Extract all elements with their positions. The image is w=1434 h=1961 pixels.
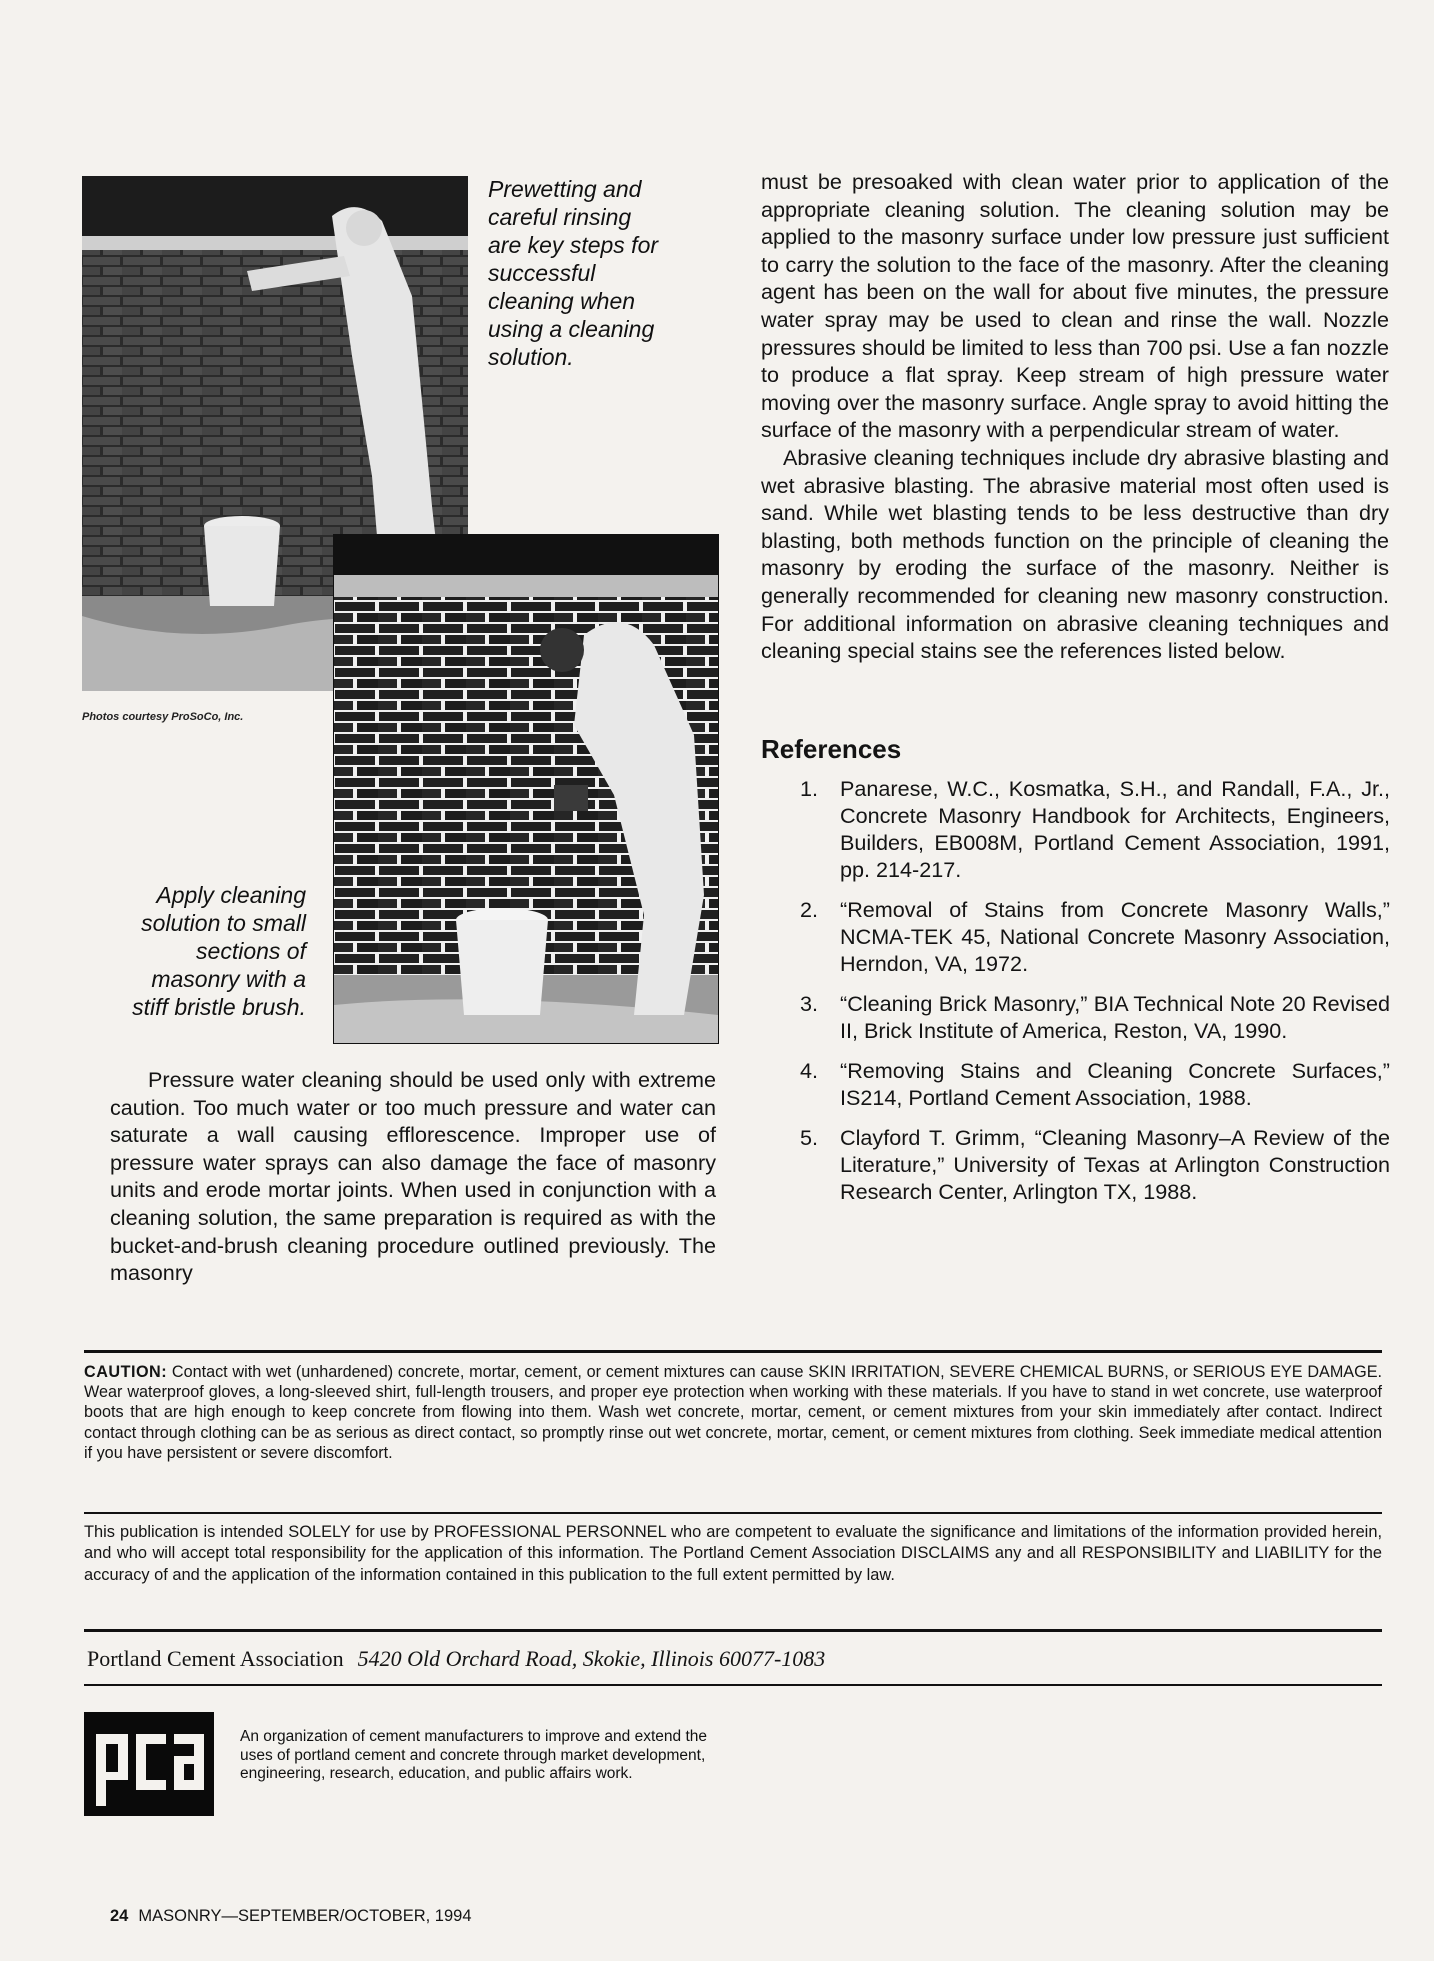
organization-line xyxy=(87,1646,825,1672)
divider-rule xyxy=(84,1512,1382,1514)
reference-number: 5. xyxy=(800,1125,819,1150)
caution-text: Contact with wet (unhardened) concrete, mortar, cement, or cement mixtures can cause SKIN IRRITATION, SEVERE CHEMICAL BURNS, or SERIOUS EYE DAMAGE. Wear waterproof gloves, a long-sleeved shirt, full-length trousers, and proper eye protection when working with these materials. If you have to stand in wet concrete, use waterproof boots that are high enough to keep concrete from flowing into them. Wash wet concrete, mortar, cement, or cement mixtures from your skin immediately after contact. Indirect contact through clothing can be as serious as direct contact, so promptly rinse out wet concrete, mortar, cement, or cement mixtures from clothing. Seek immediate medical attention if you have persistent or severe discomfort. xyxy=(84,1363,1382,1462)
reference-number: 4. xyxy=(800,1058,819,1083)
reference-text: “Removing Stains and Cleaning Concrete Surfaces,” IS214, Portland Cement Association, 1988. xyxy=(840,1058,1390,1110)
divider-rule xyxy=(84,1350,1382,1353)
disclaimer-notice: This publication is intended SOLELY for use by PROFESSIONAL PERSONNEL who are competent to evaluate the significance and limitations of the information provided herein, and who will accept total responsibility for the application of this information. The Portland Cement Association DISCLAIMS any and all RESPONSIBILITY and LIABILITY for the accuracy of and the application of the information contained in this publication to the full extent permitted by law. xyxy=(84,1523,1382,1584)
right-column-text xyxy=(761,168,1389,665)
reference-text: Clayford T. Grimm, “Cleaning Masonry–A Review of the Literature,” University of Texas at Arlington Construction Research Center, Arlington TX, 1988. xyxy=(840,1125,1390,1204)
caution-label: CAUTION: xyxy=(84,1363,168,1381)
reference-item xyxy=(800,1057,1390,1111)
reference-number: 2. xyxy=(800,897,819,922)
left-column-text xyxy=(110,1066,716,1287)
brush-cleaning-photo-image xyxy=(334,535,718,1043)
photo-caption-brushing: Apply cleaning solution to small sections of masonry with a stiff bristle brush. xyxy=(132,882,306,1020)
pca-logo-mark xyxy=(84,1712,214,1816)
caution-notice xyxy=(84,1362,1382,1463)
pressure-water-paragraph: Pressure water cleaning should be used only with extreme caution. Too much water or too much pressure and water can saturate a wall causing efflorescence. Improper use of pressure water sprays can also damage the face of masonry units and erode mortar joints. When used in conjunction with a cleaning solution, the same preparation is required as with the bucket-and-brush cleaning procedure outlined previously. The masonry xyxy=(110,1067,716,1286)
reference-item xyxy=(800,775,1390,883)
organization-address: 5420 Old Orchard Road, Skokie, Illinois 60077-1083 xyxy=(357,1646,826,1671)
reference-item xyxy=(800,1124,1390,1205)
reference-item xyxy=(800,896,1390,977)
references-heading: References xyxy=(761,734,902,764)
presoak-paragraph: must be presoaked with clean water prior to application of the appropriate cleaning solution. The cleaning solution may be applied to the masonry surface under low pressure just sufficient to carry the solution to the face of the masonry. After the cleaning agent has been on the wall for about five minutes, the pressure water spray may be used to clean and rinse the wall. Nozzle pressures should be limited to less than 700 psi. Use a fan nozzle to produce a flat spray. Keep stream of high pressure water moving over the masonry surface. Angle spray to avoid hitting the surface of the masonry with a perpendicular stream of water. xyxy=(761,169,1389,443)
reference-text: “Removal of Stains from Concrete Masonry Walls,” NCMA-TEK 45, National Concrete Masonry Association, Herndon, VA, 1972. xyxy=(840,897,1390,976)
page-footer xyxy=(110,1907,472,1926)
photo-brushing-wall xyxy=(333,534,719,1044)
photo-caption-prewetting: Prewetting and careful rinsing are key steps for successful cleaning when using a cleaning solution. xyxy=(488,176,659,370)
reference-number: 3. xyxy=(800,991,819,1016)
reference-item xyxy=(800,990,1390,1044)
pca-logo xyxy=(84,1712,214,1816)
divider-rule xyxy=(84,1629,1382,1632)
divider-rule xyxy=(84,1684,1382,1686)
reference-number: 1. xyxy=(800,776,819,801)
photo-credit: Photos courtesy ProSoCo, Inc. xyxy=(82,711,244,723)
page-number: 24 xyxy=(110,1907,129,1925)
publication-issue: MASONRY—SEPTEMBER/OCTOBER, 1994 xyxy=(138,1907,472,1925)
organization-description: An organization of cement manufacturers to improve and extend the uses of portland cement and concrete through market development, engineering, research, education, and public affairs work. xyxy=(240,1728,707,1782)
reference-text: Panarese, W.C., Kosmatka, S.H., and Randall, F.A., Jr., Concrete Masonry Handbook for Architects, Engineers, Builders, EB008M, Portland Cement Association, 1991, pp. 214-217. xyxy=(840,776,1390,882)
organization-name: Portland Cement Association xyxy=(87,1646,344,1671)
reference-text: “Cleaning Brick Masonry,” BIA Technical Note 20 Revised II, Brick Institute of America, Reston, VA, 1990. xyxy=(840,991,1390,1043)
references-list xyxy=(800,775,1390,1218)
abrasive-cleaning-paragraph: Abrasive cleaning techniques include dry abrasive blasting and wet abrasive blasting. The abrasive material most often used is sand. While wet blasting tends to be less destructive than dry blasting, both methods function on the principle of cleaning the masonry by eroding the surface of the masonry. Neither is generally recommended for cleaning new masonry construction. For additional information on abrasive cleaning techniques and cleaning special stains see the references listed below. xyxy=(761,444,1389,664)
